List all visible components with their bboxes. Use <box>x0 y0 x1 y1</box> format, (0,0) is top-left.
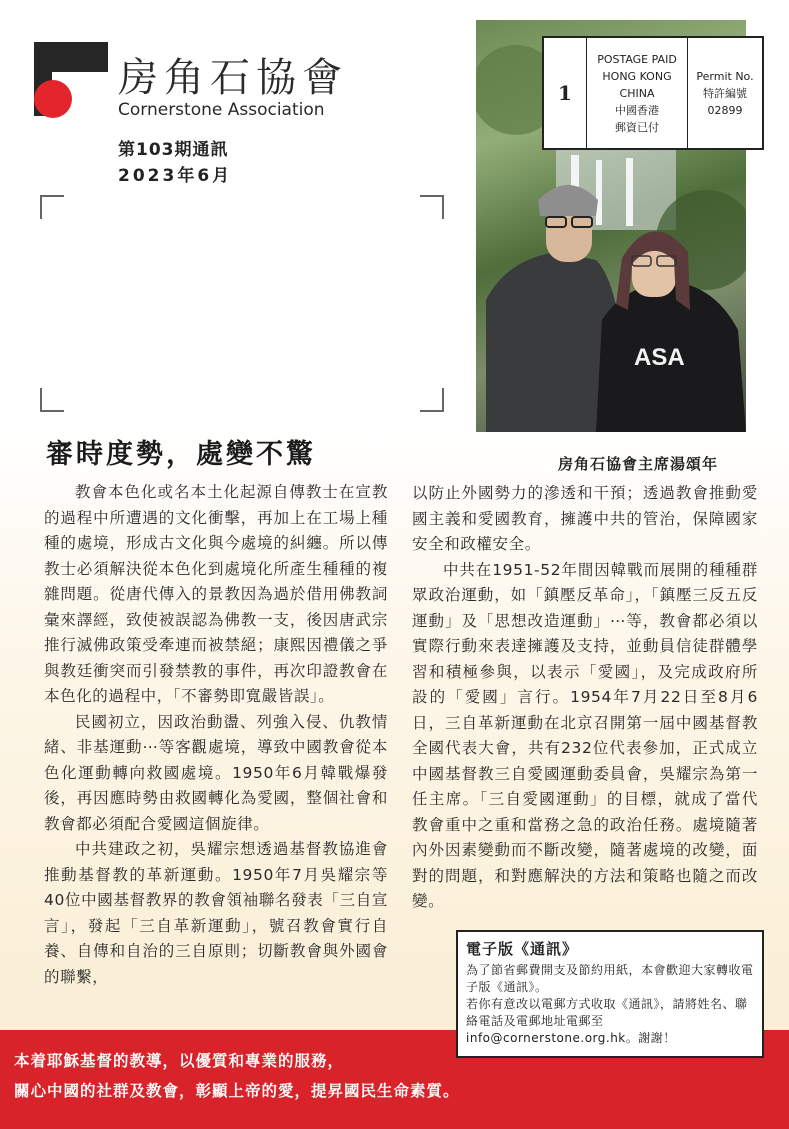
mission-statement <box>14 1046 460 1106</box>
svg-text:ASA: ASA <box>634 344 685 371</box>
org-name-cn: 房角石協會 <box>118 55 348 101</box>
paragraph: 教會本色化或名本土化起源自傳教士在宣教的過程中所遭遇的文化衝擊，再加上在工場上種種的處境，形成古文化與今處境的糾纏。所以傳教士必須解決從本色化到處境化所產生種種的複雜問題。從唐代傳入的景教因為過於借用佛教詞彙來譯經，致使被誤認為佛教一支，後因唐武宗推行滅佛政策受牽連而被禁絕；康熙因禮儀之爭與教廷衝突而引發禁教的事件，再次印證教會在本色化的過程中，「不審勢即寬嚴皆誤」。 <box>44 483 388 705</box>
postage-line5: 郵資已付 <box>615 120 659 134</box>
postage-line2: HONG KONG <box>602 69 672 83</box>
paragraph: 中共在1951-52年間因韓戰而展開的種種群眾政治運動，如「鎮壓反革命」，「鎮壓三反五反運動」及「思想改造運動」⋯等，教會都必須以實際行動來表達擁護及支持，並動員信徒群體學習和積極參與，以表示「愛國」，及完成政府所設的「愛國」言行。1954年7月22日至8月6日，三自革新運動在北京召開第一屆中國基督教全國代表大會，共有232位代表參加，正式成立中國基督教三自愛國運動委員會，吳耀宗為第一任主席。「三自愛國運動」的目標，就成了當代教會重中之重和當務之急的政治任務。處境隨著內外因素變動而不斷改變，隨著處境的改變，面對的問題，和對應解決的方法和策略也隨之而改變。 <box>412 560 758 910</box>
permit-number: 02899 <box>707 103 743 117</box>
article-column-right <box>412 481 758 915</box>
postage-line1: POSTAGE PAID <box>597 52 677 66</box>
permit-label-cn: 特許編號 <box>703 86 747 100</box>
org-name-en: Cornerstone Association <box>118 100 325 120</box>
issue-number: 第103期通訊 <box>118 140 229 160</box>
crop-mark-top-right <box>420 195 444 219</box>
crop-mark-bottom-left <box>40 388 64 412</box>
postage-paid-text <box>587 38 688 148</box>
photo-caption: 房角石協會主席湯頌年 <box>558 455 719 473</box>
article-headline: 審時度勢，處變不驚 <box>46 439 316 470</box>
postage-line3: CHINA <box>619 86 655 100</box>
e-newsletter-title: 電子版《通訊》 <box>466 940 579 958</box>
postage-number: 1 <box>544 38 587 148</box>
permit-info <box>688 38 762 148</box>
e-newsletter-box <box>456 930 764 1058</box>
postage-paid-box <box>542 36 764 150</box>
crop-mark-bottom-right <box>420 388 444 412</box>
paragraph: 以防止外國勢力的滲透和干預；透過教會推動愛國主義和愛國教育，擁護中共的管治，保障國家安全和政權安全。 <box>412 484 758 553</box>
e-newsletter-body2: 若你有意改以電郵方式收取《通訊》，請將姓名、聯絡電話及電郵地址電郵至info@cornerstone.org.hk。謝謝！ <box>466 997 748 1045</box>
paragraph: 民國初立，因政治動盪、列強入侵、仇教情緒、非基運動⋯等客觀處境，導致中國教會從本色化運動轉向救國處境。1950年6月韓戰爆發後，再因應時勢由救國轉化為愛國，整個社會和教會都必須配合愛國這個旋律。 <box>44 712 388 833</box>
mission-line1: 本着耶穌基督的教導，以優質和專業的服務， <box>14 1051 345 1070</box>
mission-line2: 關心中國的社群及教會，彰顯上帝的愛，提昇國民生命素質。 <box>14 1081 460 1100</box>
postage-line4: 中國香港 <box>615 103 659 117</box>
article-column-left <box>44 480 388 990</box>
cornerstone-logo <box>34 42 108 116</box>
e-newsletter-body1: 為了節省郵費開支及節約用紙，本會歡迎大家轉收電子版《通訊》。 <box>466 963 754 994</box>
paragraph: 中共建政之初，吳耀宗想透過基督教協進會推動基督教的革新運動。1950年7月吳耀宗等40位中國基督教界的教會領袖聯名發表「三自宣言」，發起「三自革新運動」，號召教會實行自養、自傳和自治的三自原則；切斷教會與外國會的聯繫， <box>44 840 388 986</box>
issue-date: 2023年6月 <box>118 166 233 186</box>
crop-mark-top-left <box>40 195 64 219</box>
permit-label: Permit No. <box>696 69 754 83</box>
